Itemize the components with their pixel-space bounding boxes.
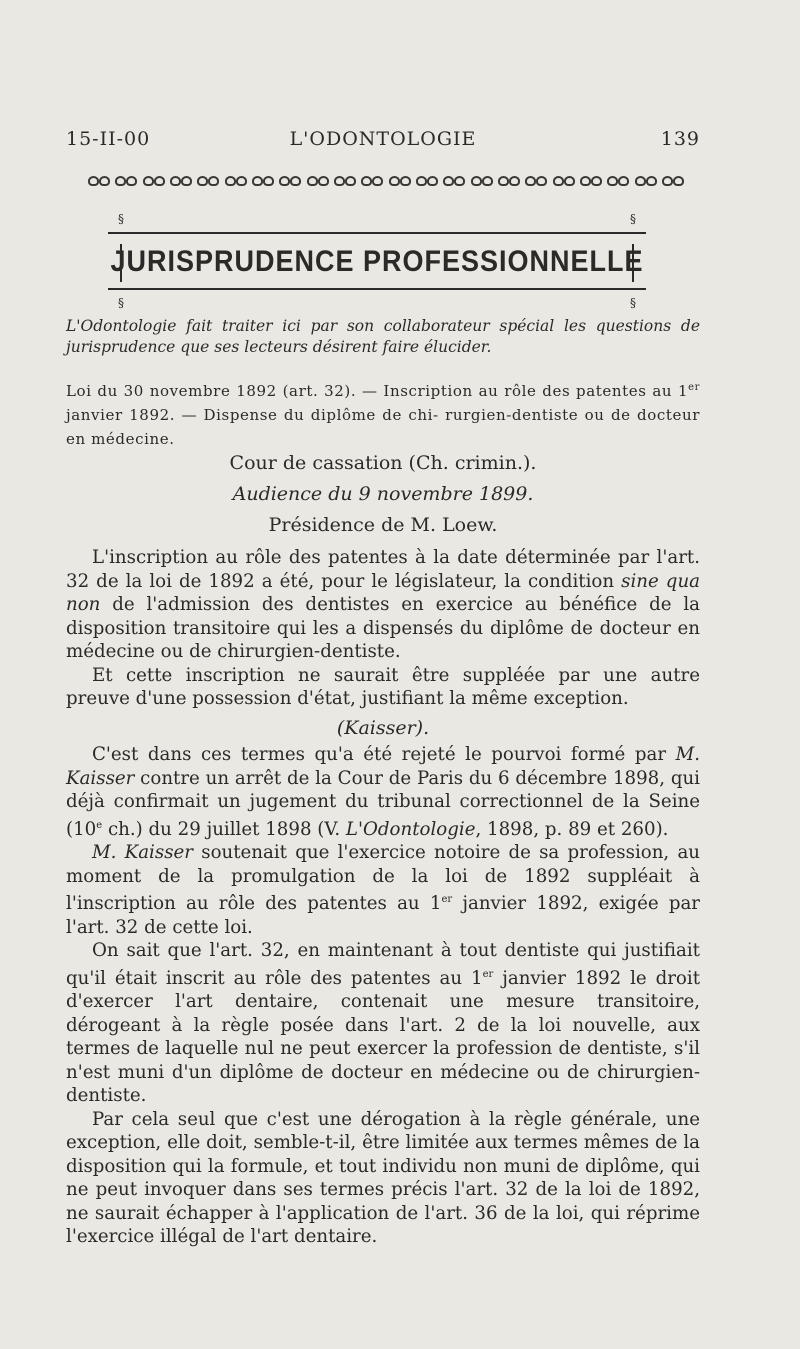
ornament-icon (607, 176, 629, 187)
ornament-icon (88, 176, 110, 187)
ornament-icon (525, 176, 547, 187)
running-header (66, 128, 700, 154)
ornament-icon (225, 176, 247, 187)
journal-title: L'ODONTOLOGIE (289, 128, 477, 150)
ornament-icon (361, 176, 383, 187)
ornament-icon (197, 176, 219, 187)
section-title: JURISPRUDENCE PROFESSIONNELLE (110, 244, 644, 278)
intro-note: L'Odontologie fait traiter ici par son collaborateur spécial les questions de jurisprudence que ses lecteurs désirent faire élucider. (66, 317, 700, 356)
court-name: Cour de cassation (Ch. crimin.). (229, 452, 537, 474)
ornament-icon (553, 176, 575, 187)
ornament-icon (252, 176, 274, 187)
section-title-frame (108, 212, 646, 310)
hearing-date: Audience du 9 novembre 1899. (232, 483, 534, 505)
ornament-icon (334, 176, 356, 187)
ornament-icon (115, 176, 137, 187)
paragraph: Par cela seul que c'est une dérogation à la règle générale, une exception, elle doit, semble-t-il, être limitée aux termes mêmes de la disposition qui la formule, et tout individu non muni de diplôme, qui ne peut invoquer dans ses termes précis l'art. 32 de la loi de 1892, ne saurait échapper à l'application de l'art. 36 de la loi, qui réprime l'exercice illégal de l'art dentaire. (66, 1108, 700, 1248)
presidency: Présidence de M. Loew. (268, 514, 498, 536)
case-name: (Kaisser). (336, 716, 430, 739)
paragraph: L'inscription au rôle des patentes à la date déterminée par l'art. 32 de la loi de 1892 a été, pour le législateur, la condition sine qua non de l'admission des dentistes en exercice au bénéfice de la disposition transitoire qui les a dispensés du diplôme de docteur en médecine ou de chirurgien-dentiste. (66, 547, 701, 662)
paragraph: Et cette inscription ne saurait être suppléée par une autre preuve d'une possession d'état, justifiant la même exception. (66, 664, 700, 709)
law-reference: Loi du 30 novembre 1892 (art. 32). — Inscription au rôle des patentes au 1er janvier 1892. — Dispense du diplôme de chi- rurgien-dentiste ou de docteur en médecine. (66, 382, 700, 448)
ornament-icon (279, 176, 301, 187)
ornament-icon (498, 176, 520, 187)
flourish-icon: § (118, 296, 124, 310)
court-info (66, 448, 700, 541)
article-body (66, 546, 700, 1249)
ornament-icon (443, 176, 465, 187)
paragraph: On sait que l'art. 32, en maintenant à tout dentiste qui justifiait qu'il était inscrit au rôle des patentes au 1er janvier 1892 le droit d'exercer l'art dentaire, contenait une mesure transitoire, dérogeant à la règle posée dans l'art. 2 de la loi nouvelle, aux termes de laquelle nul ne peut exercer la profession de dentiste, s'il n'est muni d'un diplôme de docteur en médecine ou de chirurgien-dentiste. (66, 940, 700, 1107)
flourish-icon: § (630, 296, 636, 310)
ornament-icon (170, 176, 192, 187)
ornament-icon (580, 176, 602, 187)
ornament-icon (143, 176, 165, 187)
ornament-icon (635, 176, 657, 187)
flourish-icon: § (118, 212, 124, 226)
paragraph: M. Kaisser soutenait que l'exercice notoire de sa profession, au moment de la promulgation de la loi de 1892 suppléait à l'inscription au rôle des patentes au 1er janvier 1892, exigée par l'art. 32 de cette loi. (66, 842, 701, 938)
ornament-icon (416, 176, 438, 187)
ornament-icon (662, 176, 684, 187)
flourish-icon: § (630, 212, 636, 226)
page-number: 139 (660, 128, 700, 150)
ornament-icon (471, 176, 493, 187)
paragraph: C'est dans ces termes qu'a été rejeté le pourvoi formé par M. Kaisser contre un arrêt de la Cour de Paris du 6 décembre 1898, qui déjà confirmait un jugement du tribunal correctionnel de la Seine (10e ch.) du 29 juillet 1898 (V. L'Odontologie, 1898, p. 89 et 260). (66, 744, 700, 840)
ornament-icon (307, 176, 329, 187)
ornamental-border (88, 170, 684, 192)
issue-date: 15-II-00 (66, 128, 151, 150)
ornament-icon (389, 176, 411, 187)
